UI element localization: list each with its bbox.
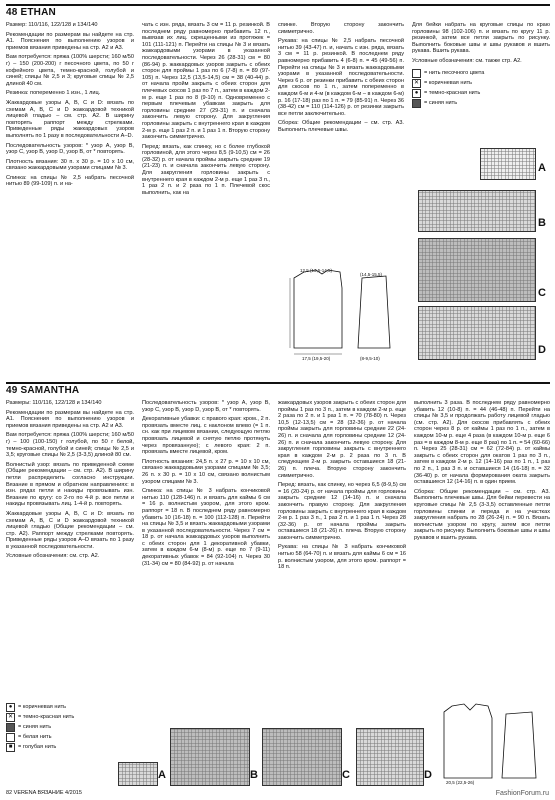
- paragraph: Рекомендации по размерам вы найдете на стр. А1. Пояснения по выполнению узоров и приемов вязания приведены на стр. А2 и А3.: [6, 409, 134, 429]
- swatch-icon: [6, 733, 15, 742]
- page-footer: 82 VERENA ВЯЗАНИЕ 4/2015: [6, 790, 82, 797]
- swatch-icon: ■: [6, 743, 15, 752]
- paragraph: Волнистый узор: вязать по приведенной схеме (Общие рекомендации – см. стр. А2). В ширину петли распределить согласно инструкции. Вязание в прямом и обратном направлениях: в изн. рядах петли и накиды провязывать изн. Вязание по кругу: со 2-го по 4-й р. все петли и накиды провязывать лиц. 1-4-й р. повторять.: [6, 461, 134, 508]
- chart-d: [418, 306, 536, 360]
- samantha-col-2: [142, 400, 270, 716]
- paragraph: Условные обозначения: см. также стр. А2.: [412, 57, 522, 64]
- chart-label: D: [538, 344, 546, 356]
- chart-label: A: [158, 769, 166, 781]
- garment-schematic: [436, 692, 548, 788]
- legend-label: = синяя нить: [18, 724, 52, 731]
- paragraph: Жаккардовые узоры А, В, С и D: вязать по схемам А, В, С и D жаккардовой техникой лицевой гладью (Общие рекомендации – см. стр. А2). Раппорт между стрелками повторять. Приведенные ряды узоров A–D вязать по 1 разу в указанной последовательности.: [6, 510, 134, 550]
- paragraph: Размеры: 110/116, 122/128 и 134/140: [6, 400, 102, 406]
- legend-label: = голубая нить: [18, 744, 57, 751]
- samantha-col-1: [6, 400, 134, 696]
- legend-label: = темно-красная нить: [18, 714, 75, 721]
- paragraph: спинке. Вторую сторону закончить симметрично.: [278, 22, 404, 35]
- legend: [6, 702, 86, 753]
- legend: [412, 69, 550, 108]
- chart-label: B: [538, 217, 546, 229]
- paragraph: Спинка: на спицы № 2,5 набрать песочной нитью 89 (99-109) п. и на-: [6, 174, 134, 188]
- garment-schematic: [282, 258, 412, 368]
- paragraph: Плотность вязания: 30 п. х 30 р. = 10 х 10 см, связано жаккардовыми узорами спицами № 3.: [6, 158, 134, 172]
- chart-a: [480, 148, 536, 180]
- swatch-icon: ✕: [413, 79, 420, 86]
- legend-label: = синяя нить: [424, 99, 458, 106]
- legend-item: [6, 743, 86, 752]
- ethan-col-3: [278, 22, 404, 252]
- schema-dim: 20,5 (22,5-26): [446, 780, 475, 785]
- schema-dim: (8-9,5-10): [360, 356, 380, 361]
- paragraph: Вам потребуется: пряжа (100% шерсти; 160 м/50 г) – 100 (100-150) г голубой, по 50 г белой, темно-красной, голубой и синей; спицы № 2,5 и 3,5; круговые спицы № 2,5 (3-3,5) длиной 80 см.: [6, 432, 134, 459]
- paragraph: чать с изн. ряда, вязать 3 см = 11 р. резинкой. В последнем ряду равномерно прибавить 12 п., вывязав их лиц. скрещенными из протяжек = 101 (111-121) п. Перейти на спицы № 3 и вязать жаккардовыми узорами в указанной последовательности. Через 26 (28-31) см = 80 (86-94) р. жаккардовых узоров закрыть с обеих сторон для проймы 1 раз по 6 (7-8) п. = 89 (97-105) п. Через 12,5 (13,5-14,5) см = 38 (40-44) р. от начала пройм закрыть с обеих сторон для плечевых скосов 1 раз по 7 п., затем в каждом 2-м р. еще 1 раз по 8 (9-10) п. Одновременно с первым плечевым убавкам закрыть для горловины средние 27 (29-31) п. и сначала закончить левую сторону. Для закругления горловины закрыть с внутреннего края в каждом 2-м р. еще 1 раз 2 п. и 1 раз 1 п. Вторую сторону закончить симметрично.: [142, 22, 270, 141]
- legend-item: [6, 703, 86, 712]
- chart-label: A: [538, 162, 546, 174]
- chart-label: B: [250, 769, 258, 781]
- paragraph: Декоративные убавки: с правого края: кром., 2 п. провязать вместе лиц. с наклоном влево (= 1 п. сн. как при лицевом вязании, следующую петлю провязать лицевой и снятую петлю протянуть через провязанную); с левого края: 2 п. провязать вместе лицевой, кром.: [142, 416, 270, 456]
- swatch-icon: ●: [412, 89, 421, 98]
- paragraph: выполнить 3 раза. В последнем ряду равномерно убавить 12 (10-8) п. = 44 (46-48) п. Перейти на спицы № 3,5 и продолжать работу лицевой гладью (см. стр. А2). Для скосов прибавлять с обеих сторон через 8 р. от каймы 1 раз по 1 п., затем в каждом 10-м р. еще 4 раза (в каждом 10-м р. еще 6 раз = в каждом 8-м р. еще 8 раз) по 1 п. = 54 (60-66) п. Через 25 (28-31) см = 62 (72-84) р. от каймы закрыть с обеих сторон для окатов 1 раз по 3 п., затем в каждом 2-м р. 12 (14-16) раз по 1 п., 1 раз по 2 п., 1 раз 3 п. и оставшиеся 14 (16-18) п. = 32 (36-40) р. от начала формирования оката закрыть оставшиеся 12 (14-16) п. в один прием.: [414, 400, 550, 486]
- legend-label: = темно-красная нить: [424, 89, 481, 96]
- legend-label: = коричневая нить: [18, 704, 67, 711]
- paragraph: Сборка: Общие рекомендации – см. стр. А3. Выполнить плечевые швы. Для бейки перевести на круговые спицы № 2,5 (3-3,5) оставленные петли горловины спинки и переда и на участках закругления набрать по 28 (26-24) п. = 90 п. Вязать волнистым узором по кругу, затем все петли закрыть по рисунку. Выполнить боковые швы и швы рукавов и вшить рукава.: [414, 488, 550, 541]
- chart-d: [356, 728, 424, 786]
- paragraph: Условные обозначения: см. стр. А2.: [6, 553, 100, 560]
- paragraph: Вам потребуется: пряжа (100% шерсти; 160 м/50 г) – 150 (200-200) г песочного цвета, по 50 г кофейного цвета, темно-красной, голубой и синей; спицы № 2,5 и 3; круговые спицы № 2,5 длиной 40 см.: [6, 54, 134, 87]
- paragraph: Размер: 110/116, 122/128 и 134/140: [6, 22, 98, 28]
- paragraph: Перед: вязать, как спинку, но с более глубокой горловиной, для этого через 8,5 (9-10,5) см = 26 (28-32) р. от начала проймы закрыть средние 19 (21-23) п. и сначала закончить левую сторону. Для закругления горловины закрыть с внутреннего края в каждом 2-м р. еще 1 раз 3 п., 1 раз 2 п. и 2 раза по 1 п. Плечевой скос выполнить, как на: [142, 143, 270, 196]
- swatch-icon: ●: [6, 703, 15, 712]
- ethan-col-2: [142, 22, 270, 372]
- legend-item: [6, 723, 86, 732]
- section-title: 49 SAMANTHA: [6, 385, 80, 396]
- schema-dim: 12,5 (13,5-14,5): [300, 268, 333, 273]
- schema-dim: (14,5-15,5): [360, 272, 383, 277]
- chart-label: C: [538, 287, 546, 299]
- ethan-col-4: [412, 22, 550, 162]
- samantha-col-4: [414, 400, 550, 690]
- chart-label: D: [424, 769, 432, 781]
- swatch-icon: ✕: [7, 714, 14, 720]
- legend-item: [6, 713, 86, 722]
- legend-label: = белая нить: [18, 734, 52, 741]
- section-title: 48 ETHAN: [6, 7, 56, 18]
- legend-item: [6, 733, 86, 742]
- schema-dim: 17,5 (19,5-20): [302, 356, 331, 361]
- samantha-col-3: [278, 400, 406, 716]
- chart-b: [170, 728, 250, 786]
- paragraph: Перед: вязать, как спинку, но через 6,5 (8-9,5) см = 16 (20-24) р. от начала проймы для горловины закрыть средние 12 (14-16) п. и сначала закончить правую сторону. Для закругления горловины закрыть с внутреннего края в каждом 2-м р. 1 раз 3 п., 1 раз 2 п. и 1 раз 1 п. Через 28 (32-36) р. от начала проймы закрыть оставшиеся 18 (21-26) п. плеча. Вторую сторону закончить симметрично.: [278, 482, 406, 541]
- legend-item: [412, 79, 550, 88]
- paragraph: Сборка: Общие рекомендации – см. стр. А3. Выполнить плечевые швы.: [278, 120, 404, 133]
- paragraph: Жаккардовые узоры А, В, С и D: вязать по схемам А, В, С и D жаккардовой техникой лицевой гладью – см. стр. А2. В ширину повторять раппорт между стрелками. Приведенные ряды жаккардовых узоров выполнять по 1 разу в последовательности A–D.: [6, 99, 134, 139]
- paragraph: Последовательность узоров: * узор А, узор В, узор С, узор В, узор D, узор В, от * повторять.: [142, 400, 270, 413]
- paragraph: Рукава: на спицы № 2,5 набрать песочной нитью 39 (43-47) п. и, начать с изн. ряда, вязать 3 см = 11 р. резинкой. В последнем ряду равномерно прибавить 4 (6-8) п. = 45 (49-56) п. Перейти на спицы № 3 и вязать жаккардовыми узорами в указанной последовательности. Через 6 р. от резинки прибавить с обеих сторон для скосов по 1 п., затем попеременно в каждом 6-м и 4-м (в каждом 6-м – в каждом 6-м) р. 16 (17-18) раз по 1 п. = 79 (85-91) п. Через 36 (38-42) см = 110 (114-126) р. от резинки закрыть все петли заключительно.: [278, 38, 404, 117]
- paragraph: Резинка: попеременно 1 изн., 1 лиц.: [6, 90, 101, 97]
- legend-item: [412, 99, 550, 108]
- watermark: FashionForum.ru: [495, 790, 549, 798]
- paragraph: Последовательность узоров: * узор А, узор В, узор С, узор В, узор D, узор В, от * повторять.: [6, 142, 134, 156]
- chart-c: [418, 238, 536, 302]
- swatch-icon: [6, 723, 15, 732]
- chart-c: [262, 728, 342, 786]
- paragraph: Рукава: на спицы № 3 набрать кончиковой нитью 58 (64-70) п. и вязать для каймы 6 см = 16 р. волнистым узором, для этого кром. раппорт = 18 п.: [278, 544, 406, 571]
- chart-a: [118, 762, 158, 786]
- paragraph: Рекомендации по размерам вы найдете на стр. А1. Пояснения по выполнению узоров и приемов вязания приведены на стр. А2 и А3.: [6, 31, 134, 51]
- swatch-icon: [412, 99, 421, 108]
- ethan-col-1: [6, 22, 134, 372]
- paragraph: Спинка: на спицы № 3 набрать кончиковой нитью 110 (128-146) п. и вязать для каймы 6 см = 16 р. волнистым узором, для этого кром. раппорт = 18 п. В последнем ряду равномерно убавить 10 (16-18) п. = 100 (112-128) п. Перейти на спицы № 3,5 и вязать жаккардовыми узорами в указанной последовательности. Через 7 см = 18 р. от начала жаккардовых узоров выполнить с обеих сторон для 1 декоративной убавки, затем в каждом 6-м (8-м) р. еще по 7 (9-11) декоративных убавок = 84 (92-104) п. Через 30 (31-34) см = 80 (84-92) р. от начала: [142, 488, 270, 567]
- legend-label: = коричневая нить: [424, 79, 473, 86]
- paragraph: Плотность вязания: 24,5 п. х 27 р. = 10 х 10 см, связано жаккардовыми узорами спицами № 3,5; 26 п. х 30 р. = 10 х 10 см, связано волнистым узором спицами № 3.: [142, 458, 270, 485]
- paragraph: жаккардовых узоров закрыть с обеих сторон для проймы 1 раз по 3 п., затем в каждом 2-м р. еще 2 раза по 2 п. и 1 раз 1 п. = 70 (78-80) п. Через 10,5 (12-13,5) см = 28 (32-36) р. от начала проймы закрыть для горловины средние 22 (24-26) п. и сначала для горловины средние 12 (24-26) п. и сначала закончить левую сторону. Для закругления горловины закрыть с внутреннего края в каждом 2-м р. 2 раза по 3 п. В следующем 2-м р. закрыть оставшиеся 18 (21-26) п. плеча. Вторую сторону закончить симметрично.: [278, 400, 406, 479]
- chart-label: C: [342, 769, 350, 781]
- legend-label: = нить песочного цвета: [424, 69, 485, 76]
- legend-item: [412, 69, 550, 78]
- legend-item: [412, 89, 550, 98]
- swatch-icon: [412, 69, 421, 78]
- paragraph: Для бейки набрать на круговые спицы по краю горловины 98 (102-106) п. и вязать по кругу 11 р. резинкой, затем все петли закрыть по рисунку. Выполнить боковые швы и швы рукавов и вшить рукава. Вшить рукава.: [412, 22, 550, 55]
- chart-b: [418, 190, 536, 232]
